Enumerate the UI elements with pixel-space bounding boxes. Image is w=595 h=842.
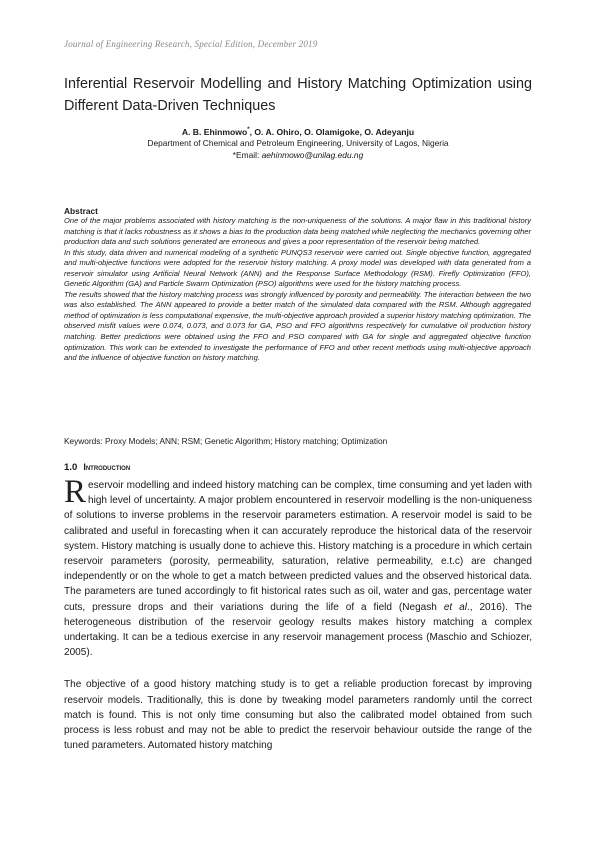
corresponding-email xyxy=(64,150,532,161)
author-list xyxy=(64,125,532,138)
abstract-body xyxy=(64,216,531,364)
abstract-paragraph-3: The results showed that the history matching process was strongly influenced by porosity and permeability. The interaction between the two was also established. The ANN appeared to provide a better match of the simulated data compared with the RSM. Although aggregated method of optimization is less computational expensive, the multi-objective approach provided a superior history matching optimization. The observed misfit values were 0.074, 0.073, and 0.073 for GA, PSO and FFO algorithms respectively for cumulative oil production history matching. Better predictions were obtained using the FFO and PSO compared with GA for single and aggregated objective function optimization. This work can be extended to investigate the performance of FFO and other recent methods using multi-objective approach and the influence of objective function on history matching. xyxy=(64,289,531,363)
body-paragraph-1-text-b: ., 2016). The heterogeneous distribution of the reservoir geology results makes history matching a complex undertaking. It can be a tedious exercise in any reservoir management process (Maschio and Schiozer, 2005). xyxy=(64,601,532,659)
drop-cap: R xyxy=(64,474,87,510)
first-author: A. B. Ehinmowo xyxy=(181,126,248,137)
paper-title: Inferential Reservoir Modelling and History Matching Optimization using Different Data-Driven Techniques xyxy=(64,76,532,114)
email-address: aehinmowo@unilag.edu.ng xyxy=(261,150,364,160)
body-paragraph-2: The objective of a good history matching study is to get a reliable production forecast by improving reservoir models. Traditionally, this is done by tweaking model parameters randomly until the correct match is found. This is not only time consuming but also the calibrated model obtained from such process is less robust and may not be able to predict the reservoir behaviour outside the range of the tuned parameters. Automated history matching xyxy=(64,679,532,752)
abstract-paragraph-1: One of the major problems associated with history matching is the non-uniqueness of the solutions. A major flaw in this traditional history matching is that it lacks robustness as it shows a bias to the production data being matched while neglecting the mechanics governing other production data and such solutions generated are erroneous and gives a poor representation of the reservoir being matched. xyxy=(64,216,531,247)
et-al: et al xyxy=(443,601,467,613)
keywords: Keywords: Proxy Models; ANN; RSM; Genetic Algorithm; History matching; Optimization xyxy=(64,436,388,446)
section-heading-introduction xyxy=(64,462,130,473)
corresponding-mark: * xyxy=(247,127,250,133)
abstract-paragraph-2: In this study, data driven and numerical modeling of a synthetic PUNQS3 reservoir were carried out. Single objective function, aggregated and multi-objective functions were adopted for the reservoir history matching. A proxy model was developed with data generated from a reservoir simulator using Artificial Neural Network (ANN) and the Response Surface Methodology (RSM). Firefly Optimization (FFO), Genetic Algorithm (GA) and Particle Swarm Optimization (PSO) algorithms were used for the history matching process. xyxy=(64,247,531,289)
journal-header: Journal of Engineering Research, Special Edition, December 2019 xyxy=(64,39,318,49)
introduction-body xyxy=(64,474,532,753)
abstract-heading: Abstract xyxy=(64,206,98,216)
body-paragraph-1 xyxy=(64,474,532,660)
email-prefix: *Email: xyxy=(232,150,262,160)
body-paragraph-1-text-a: eservoir modelling and indeed history matching can be complex, time consuming and yet laden with high level of uncertainty. A major problem encountered in reservoir modelling is the non-uniqueness of solutions to inverse problems in the reservoir parameters estimation. A reservoir model is said to be calibrated and useful in forecasting when it can accurately reproduce the historical data of the reservoir system. History matching is usually done to achieve this. History matching is a procedure in which certain reservoir parameters (porosity, permeability, saturation, relative permeability, e.t.c) are changed independently or on the whole to get a match between predicted values and the observed historical data. The parameters are tuned accordingly to fit historical rates such as oil, water and gas, percentage water cuts, pressure drops and their variations during the life of a field (Negash xyxy=(64,480,532,613)
other-authors: , O. A. Ohiro, O. Olamigoke, O. Adeyanju xyxy=(249,126,415,137)
section-title: Introduction xyxy=(83,462,131,472)
affiliation: Department of Chemical and Petroleum Engineering, University of Lagos, Nigeria xyxy=(147,138,449,148)
section-number: 1.0 xyxy=(64,462,78,473)
